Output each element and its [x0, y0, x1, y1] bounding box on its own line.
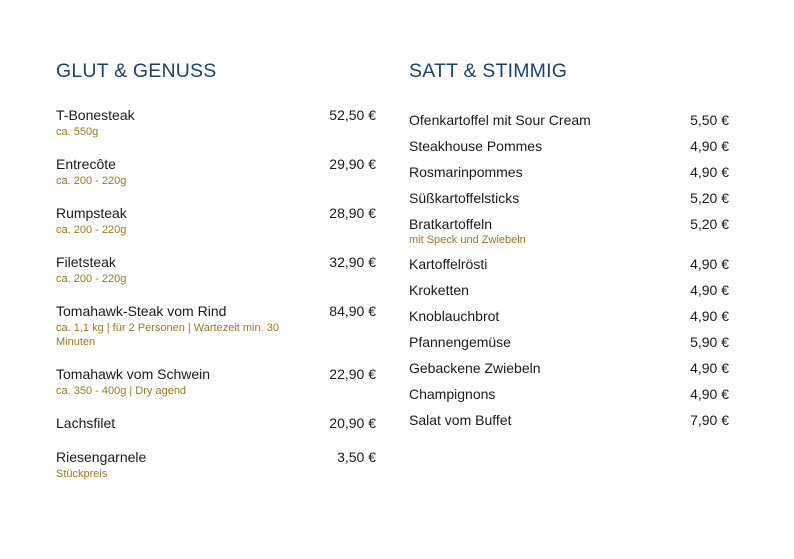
item-name: Tomahawk-Steak vom Rind	[56, 303, 227, 319]
menu-item	[56, 106, 376, 139]
menu-item	[56, 155, 376, 188]
item-name: Rosmarinpommes	[409, 164, 523, 180]
item-price: 4,90 €	[690, 308, 729, 324]
item-price: 4,90 €	[690, 360, 729, 376]
item-name: Filetsteak	[56, 254, 116, 270]
item-price: 7,90 €	[690, 412, 729, 428]
menu-item	[409, 137, 729, 155]
item-name: Ofenkartoffel mit Sour Cream	[409, 112, 591, 128]
item-name: Knoblauchbrot	[409, 308, 500, 324]
menu-item	[56, 448, 376, 481]
item-name: Süßkartoffelsticks	[409, 190, 520, 206]
item-price: 22,90 €	[329, 366, 376, 382]
item-price: 5,20 €	[690, 190, 729, 206]
item-price: 4,90 €	[690, 386, 729, 402]
item-name: Kartoffelrösti	[409, 256, 488, 272]
item-name: Steakhouse Pommes	[409, 138, 543, 154]
item-note: ca. 550g	[56, 126, 99, 138]
item-price: 20,90 €	[329, 415, 376, 431]
item-name: Champignons	[409, 386, 496, 402]
menu-item	[409, 163, 729, 181]
menu-item	[409, 307, 729, 325]
menu-item	[409, 215, 729, 247]
item-price: 5,90 €	[690, 334, 729, 350]
item-note: ca. 200 - 220g	[56, 273, 127, 285]
item-note: Stückpreis	[56, 468, 108, 480]
menu-item	[56, 365, 376, 398]
item-price: 32,90 €	[329, 254, 376, 270]
item-name: Bratkartoffeln	[409, 216, 493, 232]
item-price: 4,90 €	[690, 138, 729, 154]
item-price: 28,90 €	[329, 205, 376, 221]
section-heading: GLUT & GENUSS	[56, 60, 217, 82]
item-price: 84,90 €	[329, 303, 376, 319]
item-note: mit Speck und Zwiebeln	[409, 234, 526, 246]
item-price: 29,90 €	[329, 156, 376, 172]
section-heading: SATT & STIMMIG	[409, 60, 568, 82]
section-satt-stimmig	[409, 58, 729, 437]
menu-item	[409, 111, 729, 129]
item-price: 52,50 €	[329, 107, 376, 123]
item-name: Gebackene Zwiebeln	[409, 360, 541, 376]
menu-item	[56, 302, 376, 349]
item-name: Entrecôte	[56, 156, 116, 172]
item-name: Riesengarnele	[56, 449, 147, 465]
item-name: Tomahawk vom Schwein	[56, 366, 211, 382]
item-name: T-Bonesteak	[56, 107, 135, 123]
item-price: 4,90 €	[690, 164, 729, 180]
section-glut-genuss	[56, 58, 376, 497]
item-price: 5,50 €	[690, 112, 729, 128]
menu-item	[409, 359, 729, 377]
menu-item	[56, 253, 376, 286]
menu-item	[56, 204, 376, 237]
item-note: ca. 1,1 kg | für 2 Personen | Wartezeit min. 30 Minuten	[56, 322, 279, 348]
item-name: Lachsfilet	[56, 415, 116, 431]
menu-item	[409, 281, 729, 299]
menu-item	[56, 414, 376, 432]
item-price: 5,20 €	[690, 216, 729, 232]
menu-item	[409, 385, 729, 403]
item-price: 4,90 €	[690, 282, 729, 298]
menu-list	[56, 106, 376, 481]
menu-item	[409, 189, 729, 207]
item-name: Rumpsteak	[56, 205, 127, 221]
item-note: ca. 350 - 400g | Dry agend	[56, 385, 187, 397]
menu-item	[409, 411, 729, 429]
menu-item	[409, 255, 729, 273]
item-price: 3,50 €	[337, 449, 376, 465]
item-note: ca. 200 - 220g	[56, 175, 127, 187]
menu-list	[409, 111, 729, 429]
item-name: Kroketten	[409, 282, 469, 298]
menu-item	[409, 333, 729, 351]
item-name: Salat vom Buffet	[409, 412, 512, 428]
item-price: 4,90 €	[690, 256, 729, 272]
item-note: ca. 200 - 220g	[56, 224, 127, 236]
item-name: Pfannengemüse	[409, 334, 511, 350]
